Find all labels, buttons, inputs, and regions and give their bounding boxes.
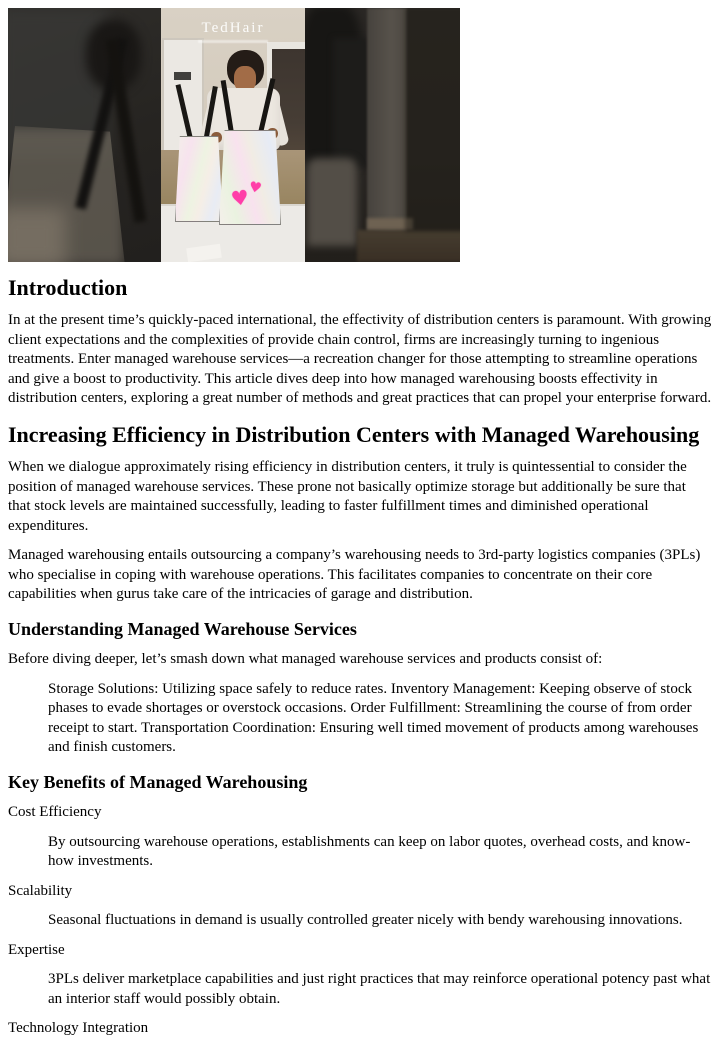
watermark-tagline (198, 40, 268, 43)
paragraph-managed-warehousing: Managed warehousing entails outsourcing a company’s warehousing needs to 3rd-party logistics companies (3PLs) who specialise in coping with warehouse operations. This facilitates companies to concentrate on their core capabilities when gurus take care of the intricacies of garage and distribution. (8, 547, 701, 603)
tedhair-watermark: TedHair (201, 20, 265, 36)
blockquote-expertise: 3PLs deliver marketplace capabilities and just right practices that may reinforce operational potency past what an interior staff would possibly obtain. (48, 971, 711, 1007)
door-sign (174, 72, 191, 80)
blurred-door-edge (367, 8, 407, 232)
video-blur-panel-right (305, 8, 460, 262)
label-cost-efficiency: Cost Efficiency (8, 804, 102, 821)
label-scalability: Scalability (8, 882, 73, 899)
label-technology-integration: Technology Integration (8, 1020, 149, 1037)
iridescent-tote-bag (175, 136, 223, 222)
blurred-wall (405, 8, 460, 232)
heading-increasing-efficiency: Increasing Efficiency in Distribution Centers with Managed Warehousing (8, 421, 700, 447)
video-center-panel (161, 8, 305, 262)
heading-introduction: Introduction (8, 275, 128, 300)
article-body (8, 275, 712, 1039)
video-blur-panel-left (8, 8, 161, 262)
label-expertise: Expertise (8, 941, 65, 958)
iridescent-tote-bag (219, 130, 281, 225)
blurred-bin (307, 158, 357, 246)
blurred-carpet (357, 230, 460, 262)
heart-icon: ♥ (229, 184, 251, 212)
heart-icon: ♥ (247, 179, 263, 197)
heading-key-benefits: Key Benefits of Managed Warehousing (8, 771, 308, 792)
paragraph-when-we-dialogue: When we dialogue approximately rising efficiency in distribution centers, it truly is quintessential to consider the position of managed warehouse services. These prone not basically optimize storage but additionally be sure that that stock levels are maintained successfully, leading to faster fulfillment times and diminished operational expenditures. (8, 459, 687, 534)
door-frame (267, 42, 305, 49)
video-still-image (8, 8, 460, 262)
blockquote-service-list: Storage Solutions: Utilizing space safely to reduce rates. Inventory Management: Keeping observe of stock phases to evade shortages or overstock occasions. Order Fulfillment: Streamlining the course of from order receipt to start. Transportation Coordination: Ensuring well timed movement of products among warehouses and finish customers. (48, 680, 699, 756)
blockquote-scalability: Seasonal fluctuations in demand is usually controlled greater nicely with bendy warehousing innovations. (48, 912, 683, 929)
paragraph-introduction: In at the present time’s quickly-paced international, the effectivity of distribution centers is paramount. With growing client expectations and the complexities of provide chain control, firms are increasingly turning to ingenious treatments. Enter managed warehouse services—a recreation changer for those attempting to streamline operations and give a boost to productivity. This article dives deep into how managed warehousing boosts effectivity in distribution centers, exploring a great number of methods and great practices that can propel your enterprise forward. (8, 312, 712, 407)
blurred-highlight (8, 208, 66, 262)
paragraph-before-diving: Before diving deeper, let’s smash down what managed warehouse services and products consist of: (8, 651, 603, 668)
blockquote-cost-efficiency: By outsourcing warehouse operations, establishments can keep on labor quotes, overhead costs, and know-how investments. (48, 833, 691, 870)
heading-understanding-services: Understanding Managed Warehouse Services (8, 618, 357, 639)
blurred-shelf (333, 38, 369, 168)
